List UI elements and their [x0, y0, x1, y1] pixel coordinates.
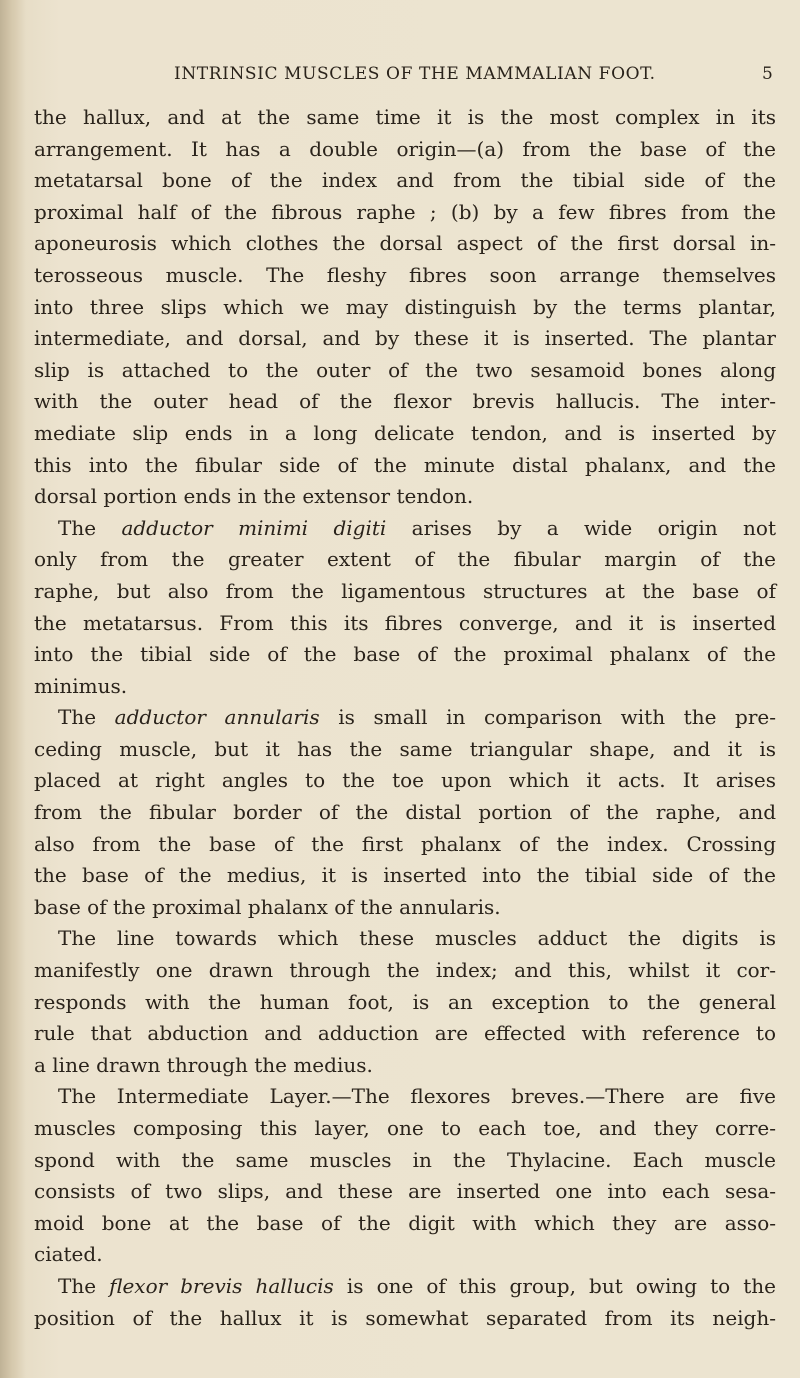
text-line: ceding muscle, but it has the same triangular shape, and it is — [34, 736, 776, 761]
text-line: responds with the human foot, is an exception to the general — [34, 989, 776, 1014]
muscle-name: adductor minimi digiti — [121, 515, 387, 540]
line-rest: is small in comparison with the pre- — [319, 705, 776, 730]
text-line: the base of the medius, it is inserted into the tibial side of the — [34, 863, 776, 888]
line-lead: The — [58, 705, 115, 730]
text-line: position of the hallux it is somewhat separated from its neigh- — [34, 1305, 776, 1330]
text-line: intermediate, and dorsal, and by these it is inserted. The plantar — [34, 326, 776, 351]
text-line: minimus. — [34, 673, 128, 698]
line-rest: arises by a wide origin not — [386, 515, 777, 540]
muscle-name: flexor brevis hallucis — [109, 1273, 334, 1298]
text-line: also from the base of the first phalanx of the index. Crossing — [34, 831, 776, 856]
text-line: ciated. — [34, 1242, 103, 1267]
text-line: muscles composing this layer, one to each toe, and they corre- — [34, 1116, 776, 1140]
text-line: arrangement. It has a double origin—(a) from the base of the — [34, 136, 776, 161]
text-line: metatarsal bone of the index and from the tibial side of the — [34, 168, 776, 193]
text-line: from the fibular border of the distal portion of the raphe, and — [34, 800, 776, 825]
paragraph-start-line — [34, 1271, 776, 1303]
text-line: terosseous muscle. The fleshy fibres soon arrange themselves — [34, 262, 776, 287]
text-line: the hallux, and at the same time it is the most complex in its — [34, 105, 776, 129]
text-line: dorsal portion ends in the extensor tendon. — [34, 484, 474, 509]
text-line: a line drawn through the medius. — [34, 1052, 373, 1077]
paragraph-start-line — [34, 702, 776, 734]
text-line: aponeurosis which clothes the dorsal aspect of the first dorsal in- — [34, 231, 776, 256]
text-line: with the outer head of the flexor brevis hallucis. The inter- — [34, 389, 776, 414]
page-header — [174, 64, 774, 90]
text-line: The line towards which these muscles adduct the digits is — [58, 926, 776, 951]
muscle-name: adductor annularis — [114, 705, 320, 730]
text-line: moid bone at the base of the digit with which they are asso- — [34, 1210, 776, 1235]
text-line: mediate slip ends in a long delicate tendon, and is inserted by — [34, 420, 776, 445]
text-line: manifestly one drawn through the index; and this, whilst it cor- — [34, 958, 776, 983]
binding-shadow — [0, 0, 26, 1378]
body-text — [34, 102, 776, 1334]
text-line: consists of two slips, and these are inserted one into each sesa- — [34, 1179, 776, 1204]
text-line: The Intermediate Layer.—The flexores breves.—There are five — [58, 1084, 776, 1109]
text-line: base of the proximal phalanx of the annularis. — [34, 894, 501, 919]
line-rest: is one of this group, but owing to the — [333, 1273, 776, 1298]
text-line: this into the fibular side of the minute distal phalanx, and the — [34, 452, 776, 477]
text-line: slip is attached to the outer of the two sesamoid bones along — [34, 357, 776, 382]
paragraph-start-line — [34, 513, 776, 545]
text-line: placed at right angles to the toe upon which it acts. It arises — [34, 768, 776, 793]
text-line: proximal half of the fibrous raphe ; (b) by a few fibres from the — [34, 199, 776, 224]
text-line: spond with the same muscles in the Thylacine. Each muscle — [34, 1147, 776, 1172]
line-lead: The — [58, 1273, 110, 1298]
text-line: raphe, but also from the ligamentous structures at the base of — [34, 578, 776, 603]
text-line: the metatarsus. From this its fibres converge, and it is inserted — [34, 610, 776, 635]
text-line: into the tibial side of the base of the proximal phalanx of the — [34, 642, 776, 667]
text-line: into three slips which we may distinguish by the terms plantar, — [34, 294, 776, 319]
running-head: INTRINSIC MUSCLES OF THE MAMMALIAN FOOT. — [174, 64, 656, 84]
text-line: only from the greater extent of the fibular margin of the — [34, 547, 776, 572]
text-line: rule that abduction and adduction are effected with reference to — [34, 1021, 776, 1046]
page-number: 5 — [762, 64, 774, 84]
line-lead: The — [58, 515, 122, 540]
